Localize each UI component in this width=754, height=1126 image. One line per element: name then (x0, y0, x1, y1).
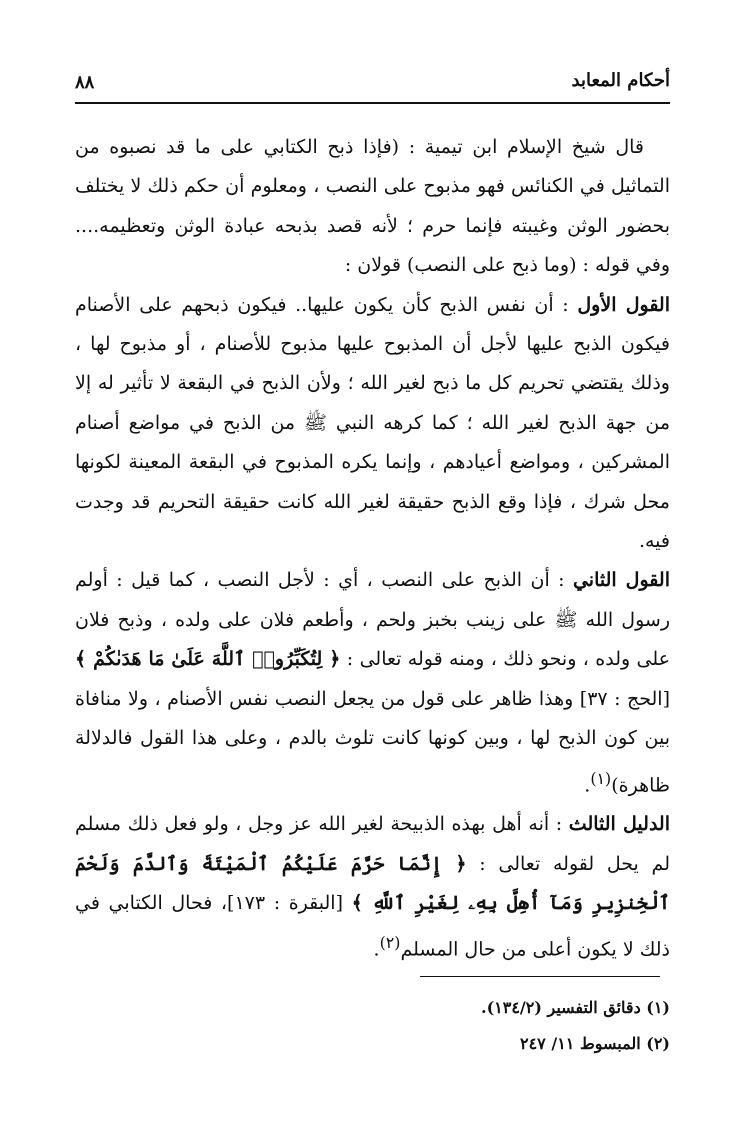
third-evidence-paragraph: الدليل الثالث : أنه أهل بهذه الذبيحة لغير الله عز وجل ، ولو فعل ذلك مسلم لم يحل لقوله تعالى : ﴿ إِنَّمَا حَرَّمَ عَلَيْكُمُ ٱلْمَيْتَةَ وَٱلدَّمَ وَلَحْمَ ٱلْخِنزِيرِ وَمَآ أُهِلَّ بِهِۦ لِغَيْرِ ٱللَّهِ ﴾ [البقرة : ١٧٣]، فحال الكتابي في ذلك لا يكون أعلى من حال المسلم$^{(٢)}$. (75, 813, 671, 961)
intro-paragraph: قال شيخ الإسلام ابن تيمية : (فإذا ذبح الكتابي على ما قد نصبوه من التماثيل في الكنائس فهو مذبوح على النصب ، ومعلوم أن حكم ذلك لا يختلف بحضور الوثن وغيبته فإنما حرم ؛ لأنه قصد بذبحه عبادة الوثن وتعظيمه.... وفي قوله : (وما ذبح على النصب) قولان : (75, 136, 670, 277)
footnote-marker-2[interactable]: (٢) (379, 933, 401, 953)
running-header (75, 68, 670, 104)
second-opinion-text-a: : أن الذبح على النصب ، أي : لأجل النصب ، كما قيل : أولم رسول الله ﷺ على زينب بخبز ولحم ، وأطعم فلان على ولده ، وذبح فلان على ولده ، ونحو ذلك ، ومنه قوله تعالى : (75, 569, 670, 671)
footnote-1: (١) دقائق التفسير (١٣٤/٢). (481, 998, 670, 1017)
third-evidence-text: : أنه أهل بهذه الذبيحة لغير الله عز وجل ، ولو فعل ذلك مسلم لم يحل لقوله تعالى : (75, 813, 670, 875)
third-evidence-text-b: ، فحال الكتابي في ذلك لا يكون أعلى من حال المسلم (75, 892, 670, 961)
quran-verse-hajj: ﴿ لِتُكَبِّرُوا۟ ٱللَّهَ عَلَىٰ مَا هَدَىٰكُمْ ﴾ (75, 648, 341, 671)
second-opinion-label: القول الثاني (572, 569, 670, 592)
first-opinion-label: القول الأول (577, 293, 670, 316)
third-evidence-label: الدليل الثالث (568, 813, 670, 836)
first-opinion-paragraph (75, 286, 670, 562)
footnote-marker-1[interactable]: (١) (590, 768, 612, 788)
verse-reference-hajj: [الحج : ٣٧] (579, 687, 670, 710)
page-number: ٨٨ (75, 72, 95, 93)
main-text (75, 128, 670, 970)
first-opinion-text: : أن نفس الذبح كأن يكون عليها.. فيكون ذبحهم على الأصنام فيكون الذبح عليها لأجل أن المذبوح عليها مذبوح للأصنام ، أو مذبوح لها ، وذلك يقتضي تحريم كل ما ذبح لغير الله ؛ ولأن الذبح في البقعة لا تأثير له إلا من جهة الذبح لغير الله ؛ كما كرهه النبي ﷺ من الذبح في مواضع أصنام المشركين ، ومواضع أعيادهم ، وإنما يكره المذبوح في البقعة المعينة لكونها محل شرك ، فإذا وقع الذبح حقيقة لغير الله كانت حقيقة التحريم قد وجدت فيه. (75, 293, 670, 553)
footnote-divider (420, 976, 660, 977)
quran-verse-baqarah: ﴿ إِنَّمَا حَرَّمَ عَلَيْكُمُ ٱلْمَيْتَةَ وَٱلدَّمَ وَلَحْمَ ٱلْخِنزِيرِ وَمَآ أُهِلَّ بِهِۦ لِغَيْرِ ٱللَّهِ ﴾ (75, 852, 671, 915)
verse-reference-baqarah: [البقرة : ١٧٣] (227, 892, 343, 915)
book-title: أحكام المعابد (571, 70, 670, 91)
second-opinion-paragraph: القول الثاني : أن الذبح على النصب ، أي : لأجل النصب ، كما قيل : أولم رسول الله ﷺ على زينب بخبز ولحم ، وأطعم فلان على ولده ، وذبح فلان على ولده ، ونحو ذلك ، ومنه قوله تعالى : ﴿ لِتُكَبِّرُوا۟ ٱللَّهَ عَلَىٰ مَا هَدَىٰكُمْ ﴾ [الحج : ٣٧] وهذا ظاهر على قول من يجعل النصب نفس الأصنام ، ولا منافاة بين كون الذبح لها ، وبين كونها كانت تلوث بالدم ، وعلى هذا القول فالدلالة ظاهرة)$^{(١)}$. (75, 569, 670, 796)
footnote-2: (٢) المبسوط ١١/ ٢٤٧ (519, 1034, 670, 1053)
second-opinion-text-b: وهذا ظاهر على قول من يجعل النصب نفس الأصنام ، ولا منافاة بين كون الذبح لها ، وبين كونها كانت تلوث بالدم ، وعلى هذا القول فالدلالة ظاهرة) (75, 687, 670, 796)
footnotes (75, 990, 670, 1062)
